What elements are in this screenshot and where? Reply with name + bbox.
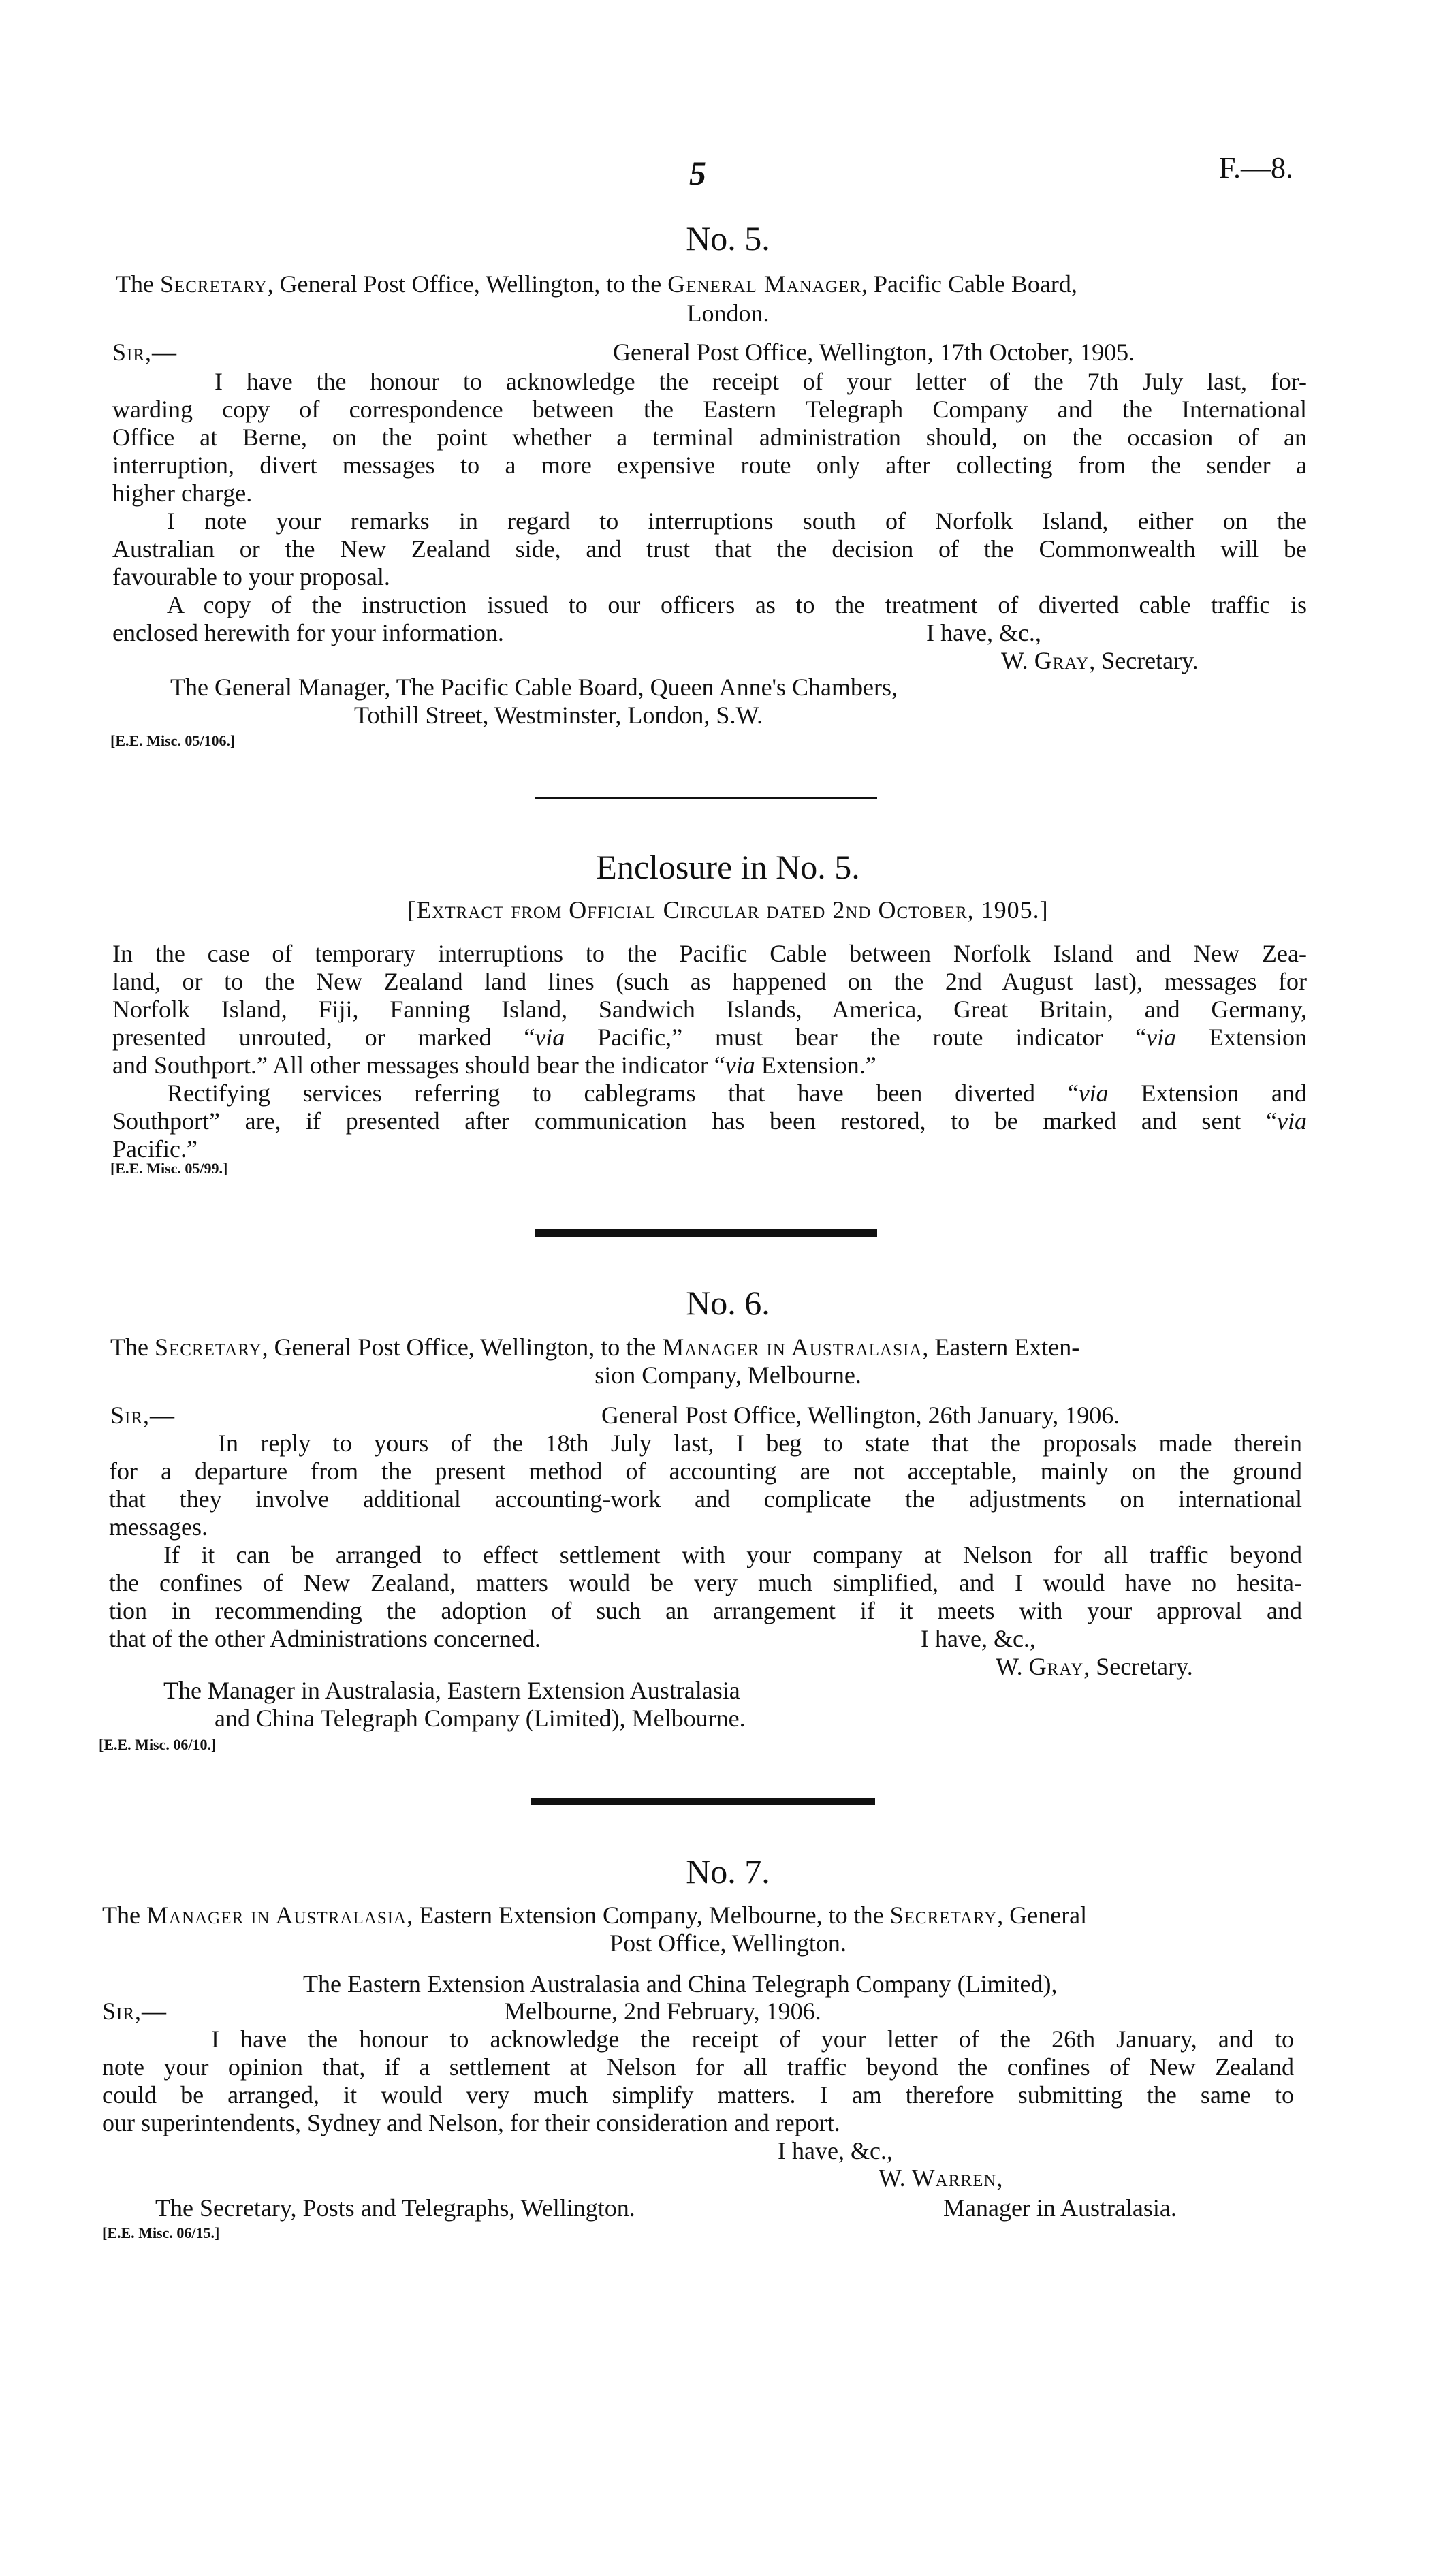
no7-paragraph-1: I have the honour to acknowledge the receipt of your letter of the 26th January, and to note your opinion that, if a settlement at Nelson for all traffic beyond the confines of New Zealand could be arranged, it would very much simplify matters. I am therefore submitting the same to our superintendents, Sydney and Nelson, for their consideration and report. [102,2025,1294,2136]
enclosure-subtitle: [Extract from Official Circular dated 2nd October, 1905.] [407,896,1049,923]
heading-enclosure: Enclosure in No. 5. [596,848,860,886]
heading-no7: No. 7. [686,1852,770,1891]
no6-title-line1: The Secretary, General Post Office, Wellington, to the Manager in Australasia, Eastern Exten- [110,1333,1080,1361]
no6-place-date: General Post Office, Wellington, 26th January, 1906. [601,1402,1120,1429]
no7-place-line2: Melbourne, 2nd February, 1906. [504,1998,821,2025]
section-divider-thick [535,1229,877,1237]
no6-paragraph-2-last: that of the other Administrations concerned. [109,1625,541,1652]
section-divider [535,797,877,799]
no5-place-date: General Post Office, Wellington, 17th October, 1905. [613,338,1135,366]
heading-no6: No. 6. [686,1284,770,1322]
heading-no5: No. 5. [686,219,770,257]
no7-signatory-title: Manager in Australasia. [943,2194,1177,2222]
no6-paragraph-1: In reply to yours of the 18th July last, I beg to state that the proposals made therein for a departure from the present method of accounting are not acceptable, mainly on the ground that they involve additional accounting-work and complicate the adjustments on international messages. [109,1430,1302,1541]
no5-file-reference: [E.E. Misc. 05/106.] [110,732,236,749]
no6-addressee-line1: The Manager in Australasia, Eastern Extension Australasia [163,1677,740,1704]
enclosure-paragraph-2: Rectifying services referring to cablegrams that have been diverted “via Extension and Southport” are, if presented after communication has been restored, to be marked and sent “via Pacific.” [112,1079,1307,1163]
no5-addressee-line2: Tothill Street, Westminster, London, S.W. [354,701,763,729]
no7-signature: W. Warren, [879,2164,1003,2192]
no5-signature: W. Gray, Secretary. [1001,647,1199,674]
no5-paragraph-2: I note your remarks in regard to interruptions south of Norfolk Island, either on the Australian or the New Zealand side, and trust that the decision of the Commonwealth will be favourable to your proposal. [112,507,1307,590]
no6-title-line2: sion Company, Melbourne. [595,1361,861,1389]
no5-title-line1: The Secretary, General Post Office, Wellington, to the General Manager, Pacific Cable Board, [116,270,1077,298]
no5-addressee-line1: The General Manager, The Pacific Cable Board, Queen Anne's Chambers, [170,674,898,701]
no6-paragraph-2: If it can be arranged to effect settlement with your company at Nelson for all traffic beyond the confines of New Zealand, matters would be very much simplified, and I would have no hesita- tion in recommending the adoption of such an arrangement if it meets with your approval and [109,1541,1302,1624]
no7-title-line1: The Manager in Australasia, Eastern Extension Company, Melbourne, to the Secretary, General [102,1901,1088,1929]
section-divider-thick-2 [531,1798,875,1805]
enclosure-file-reference: [E.E. Misc. 05/99.] [110,1160,228,1177]
no5-closing: I have, &c., [926,619,1041,646]
no5-paragraph-3: A copy of the instruction issued to our officers as to the treatment of diverted cable traffic is [167,591,1307,618]
page-number: 5 [689,154,706,192]
no5-paragraph-1: I have the honour to acknowledge the receipt of your letter of the 7th July last, for- warding copy of correspondence between the Eastern Telegraph Company and the International Office at Berne, on the point whether a terminal administration should, on the occasion of an interruption, divert messages to a more expensive route only after collecting from the sender a higher charge. [112,368,1307,507]
no6-closing: I have, &c., [921,1625,1036,1652]
no6-signature: W. Gray, Secretary. [996,1653,1193,1680]
no7-salutation: Sir,— [102,1998,168,2025]
no5-paragraph-3-last: enclosed herewith for your information. [112,619,504,646]
enclosure-paragraph-1: In the case of temporary interruptions to the Pacific Cable between Norfolk Island and New Zea- land, or to the New Zealand land lines (such as happened on the 2nd August last), messages for Norfolk Island, Fiji, Fanning Island, Sandwich Islands, America, Great Britain, and Germany, presented unrouted, or marked “via Pacific,” must bear the route indicator “via Extension and Southport.” All other messages should bear the indicator “via Extension.” [112,940,1308,1079]
no7-title-line2: Post Office, Wellington. [610,1929,846,1957]
no6-addressee-line2: and China Telegraph Company (Limited), Melbourne. [215,1705,746,1732]
no7-closing: I have, &c., [778,2137,893,2164]
no6-file-reference: [E.E. Misc. 06/10.] [99,1736,217,1753]
document-reference: F.—8. [1219,151,1293,185]
no5-salutation: Sir,— [112,338,178,366]
no7-addressee: The Secretary, Posts and Telegraphs, Wellington. [155,2194,635,2222]
no5-title-line2: London. [686,300,770,327]
no7-file-reference: [E.E. Misc. 06/15.] [102,2224,220,2241]
no7-place-line1: The Eastern Extension Australasia and China Telegraph Company (Limited), [303,1970,1058,1998]
no6-salutation: Sir,— [110,1402,176,1429]
